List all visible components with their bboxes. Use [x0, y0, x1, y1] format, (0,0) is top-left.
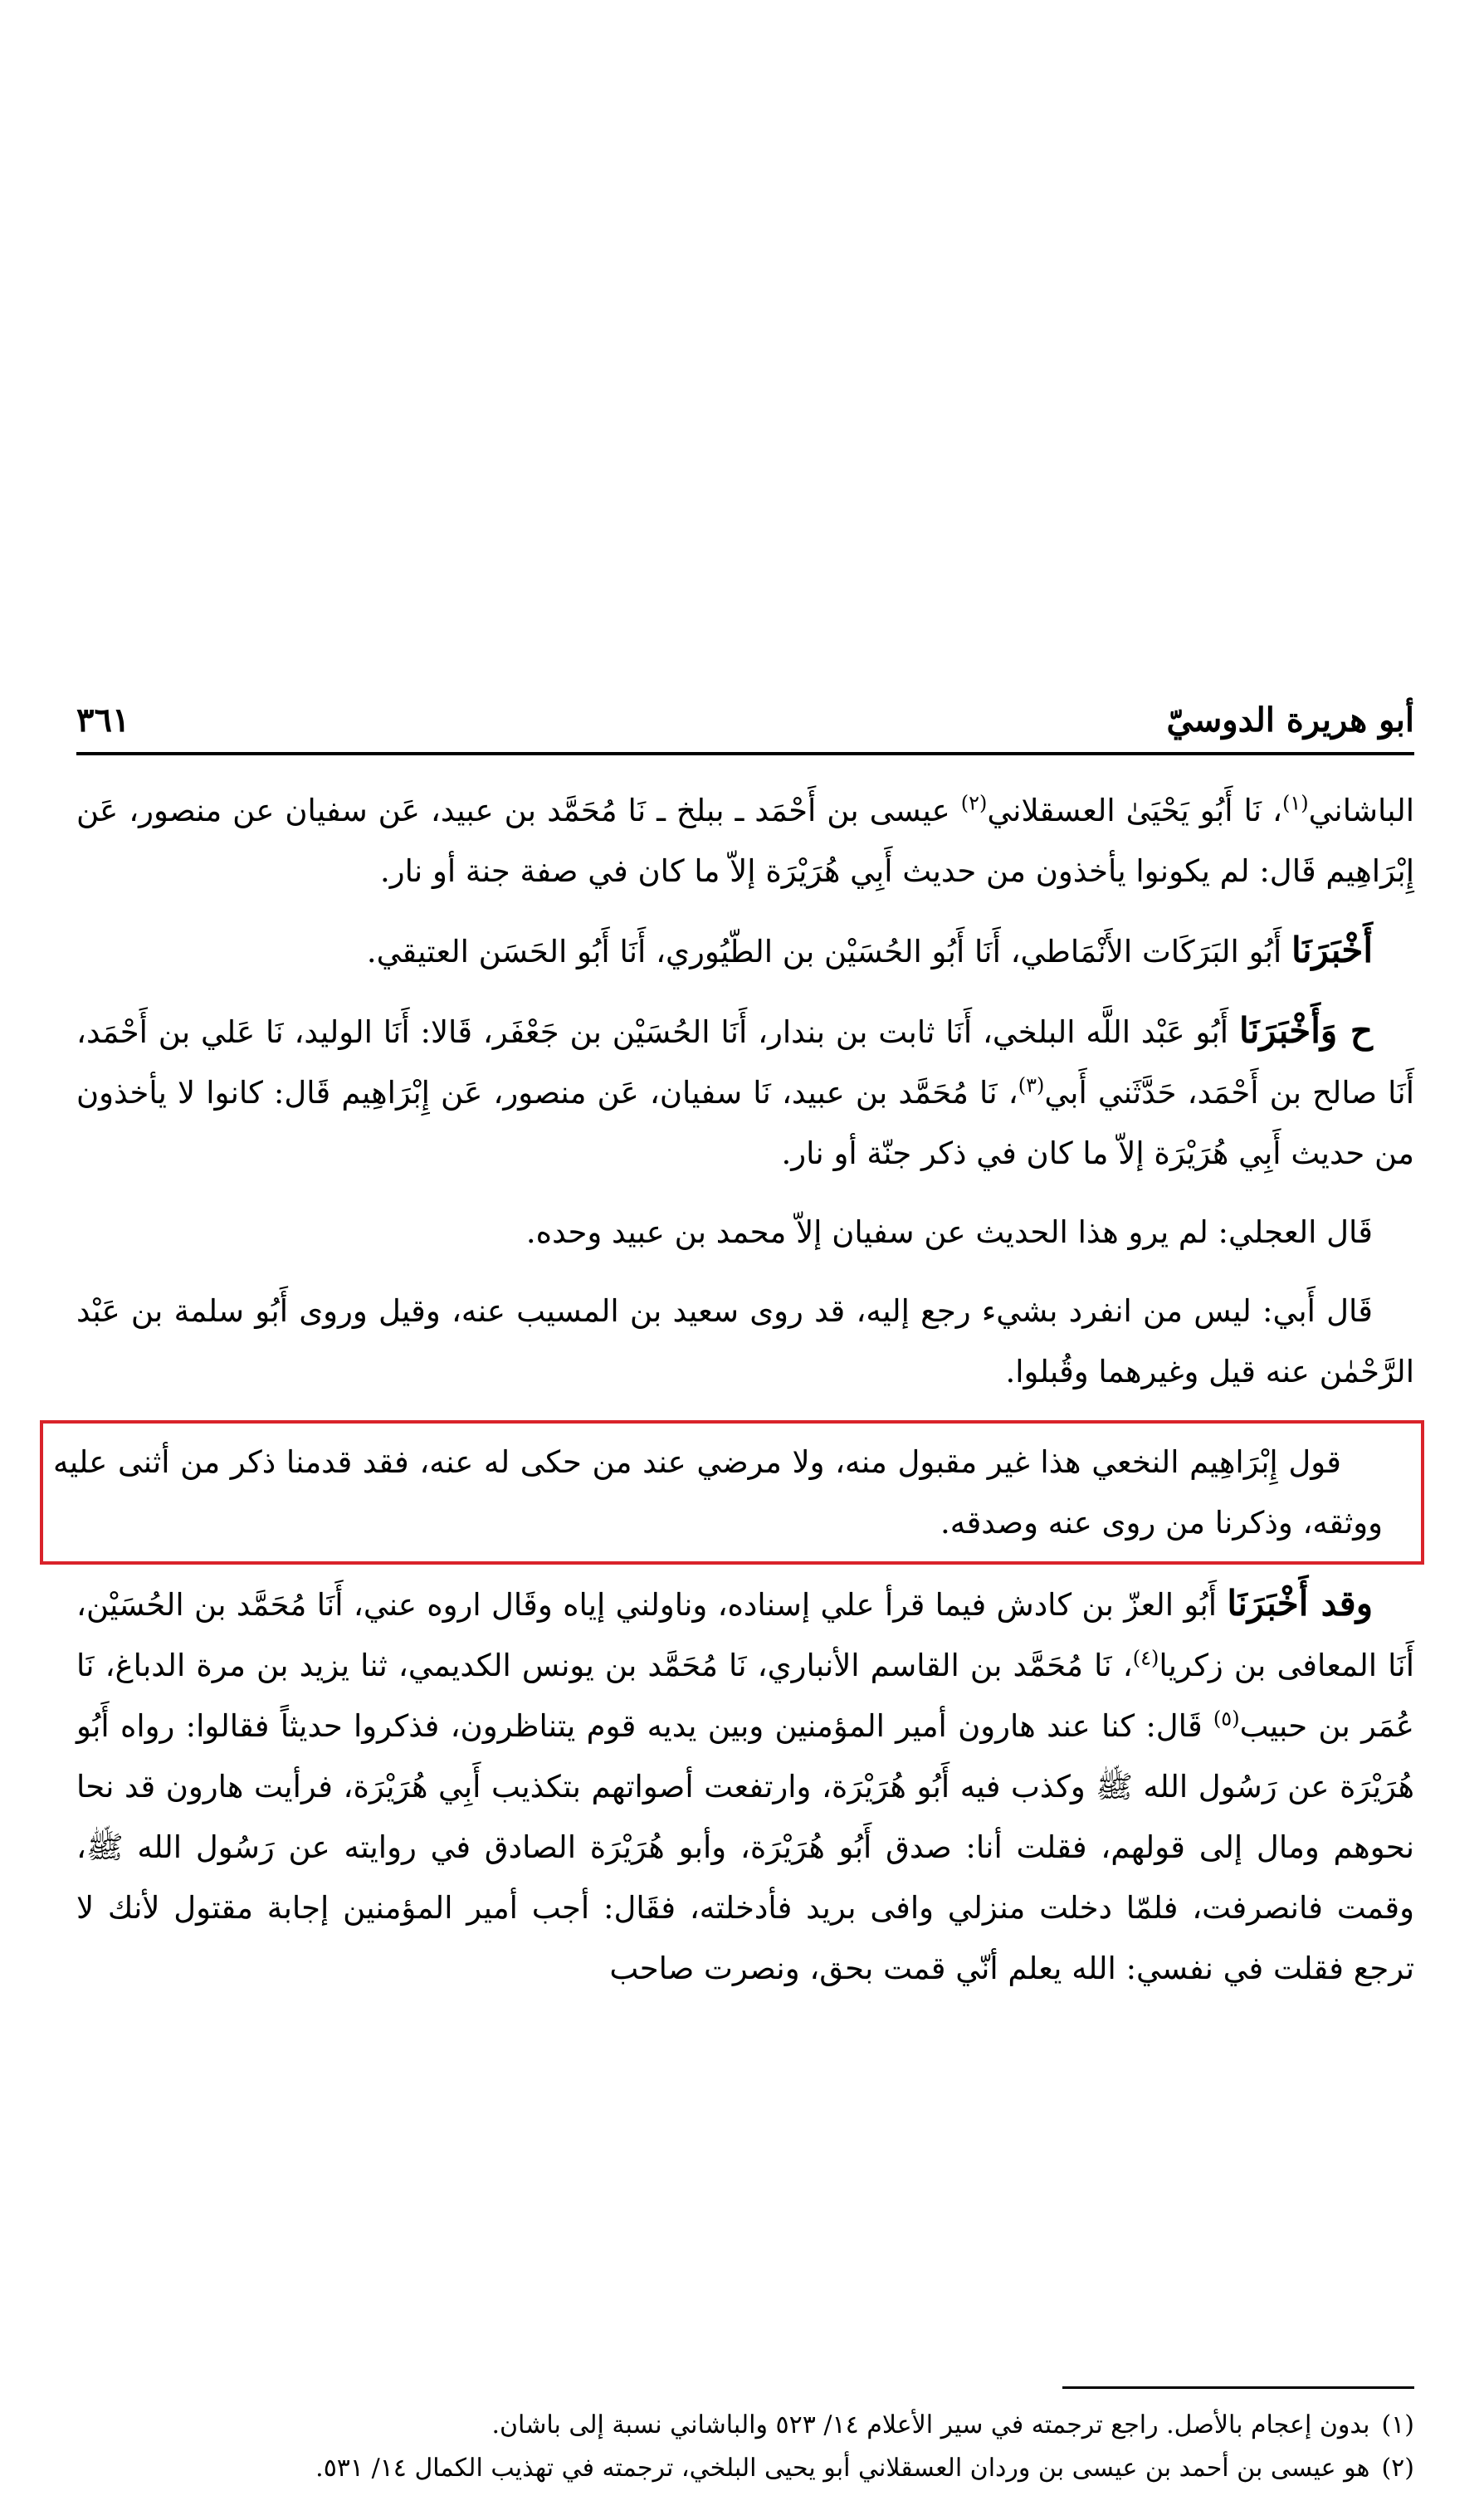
footnote-text: بدون إعجام بالأصل. راجع ترجمته في سير الأعلام ١٤/ ٥٢٣ والباشاني نسبة إلى باشان.: [491, 2410, 1370, 2439]
page-number: ٣٦١: [76, 701, 130, 740]
text-run: ، نَا مُحَمَّد بن القاسم الأنباري، نَا مُحَمَّد بن يونس الكديمي، ثنا يزيد بن مرة الدباغ، نَا عُمَر بن حبيب: [76, 1648, 1414, 1744]
paragraph: [76, 1281, 1414, 1402]
page-header: [76, 697, 1414, 755]
text-run: ، نَا مُحَمَّد بن عبيد، نَا سفيان، عَن منصور، عَن إِبْرَاهِيم قَال: كانوا لا يأخذون من حديث أَبِي هُرَيْرَة إلاّ ما كان في ذكر جنّة أو نار.: [76, 1075, 1414, 1171]
text-run: قول إِبْرَاهِيم النخعي هذا غير مقبول منه، ولا مرضي عند من حكى له عنه، فقد قدمنا ذكر من أثنى عليه ووثقه، وذكرنا من روى عنه وصدقه.: [53, 1444, 1383, 1541]
footnote-ref: (٣): [1018, 1073, 1045, 1097]
footnote: [76, 2447, 1414, 2490]
lead-word: ح وَأَخْبَرَنَا: [1238, 1010, 1373, 1051]
text-run: الباشاني: [1308, 793, 1414, 828]
text-run: أَبُو عَبْد اللَّه البلخي، أَنَا ثابت بن بندار، أَنَا الحُسَيْن بن جَعْفَر، قَالا: أَنَا الوليد، نَا عَلي بن أَحْمَد، أَنَا صالح بن أَحْمَد، حَدَّثَني أَبي: [76, 1014, 1414, 1111]
footnote-rule: [1062, 2386, 1414, 2389]
running-title: أبو هريرة الدوسيّ: [1166, 701, 1414, 740]
footnote-text: هو عيسى بن أحمد بن عيسى بن وردان العسقلاني أبو يحيى البلخي، ترجمته في تهذيب الكمال ١٤/ ٥٣١.: [315, 2454, 1370, 2483]
paragraph: [76, 1000, 1414, 1184]
lead-word: وقد أَخْبَرَنَا: [1227, 1583, 1373, 1624]
header-rule: [76, 752, 1414, 755]
text-run: قَال العجلي: لم يرو هذا الحديث عن سفيان إلاّ محمد بن عبيد وحده.: [525, 1214, 1373, 1250]
footnote-number: (١): [1381, 2410, 1414, 2439]
paragraph: [76, 1202, 1414, 1262]
footnotes: [76, 2404, 1414, 2490]
text-run: قَال أَبي: ليس من انفرد بشيء رجع إليه، قد روى سعيد بن المسيب عنه، وقيل وروى أَبُو سلمة بن عَبْد الرَّحْمٰن عنه قيل وغيرهما وقُبلوا.: [76, 1293, 1414, 1389]
highlight-box: [40, 1420, 1424, 1565]
lead-word: أَخْبَرَنَا: [1291, 930, 1373, 970]
footnote-ref: (٤): [1132, 1646, 1159, 1670]
footnote-ref: (٥): [1213, 1707, 1240, 1731]
paragraph: [76, 1573, 1414, 1999]
text-run: عيسى بن أَحْمَد ـ ببلخ ـ نَا مُحَمَّد بن عبيد، عَن سفيان عن منصور، عَن إِبْرَاهِيم قَال: لم يكونوا يأخذون من حديث أَبِي هُرَيْرَة إلاّ ما كان في صفة جنة أو نار.: [76, 793, 1414, 889]
paragraph: [76, 780, 1414, 901]
paragraph: [76, 920, 1414, 982]
text-run: ، نَا أَبُو يَحْيَىٰ العسقلاني: [987, 793, 1282, 828]
footnote-ref: (١): [1281, 791, 1309, 815]
text-run: قَال: كنا عند هارون أمير المؤمنين وبين يديه قوم يتناظرون، فذكروا حديثاً فقالوا: رواه أَبُو هُرَيْرَة عن رَسُول الله ﷺ وكذب فيه أَبُو هُرَيْرَة، وارتفعت أصواتهم بتكذيب أَبِي هُرَيْرَة، فرأيت هارون قد نحا نحوهم ومال إلى قولهم، فقلت أنا: صدق أَبُو هُرَيْرَة، وأبو هُرَيْرَة الصادق في روايته عن رَسُول الله ﷺ، وقمت فانصرفت، فلمّا دخلت منزلي وافى بريد فأدخلته، فقَال: أجب أمير المؤمنين إجابة مقتول لأنك لا ترجع فقلت في نفسي: الله يعلم أنّي قمت بحق، ونصرت صاحب: [76, 1708, 1414, 1986]
text-run: أَبُو العزّ بن كادش فيما قرأ علي إسناده، وناولني إياه وقَال اروه عني، أَنَا مُحَمَّد بن الحُسَيْن، أَنَا المعافى بن زكريا: [76, 1587, 1414, 1683]
text-run: أَبُو البَرَكَات الأَنْمَاطي، أَنَا أَبُو الحُسَيْن بن الطّيُوري، أَنَا أَبُو الحَسَن العتيقي.: [366, 934, 1292, 969]
footnote-ref: (٢): [960, 791, 988, 815]
footnote-number: (٢): [1381, 2454, 1414, 2483]
highlighted-paragraph: [53, 1432, 1383, 1553]
body-text: [53, 780, 1414, 2017]
footnote: [76, 2404, 1414, 2447]
